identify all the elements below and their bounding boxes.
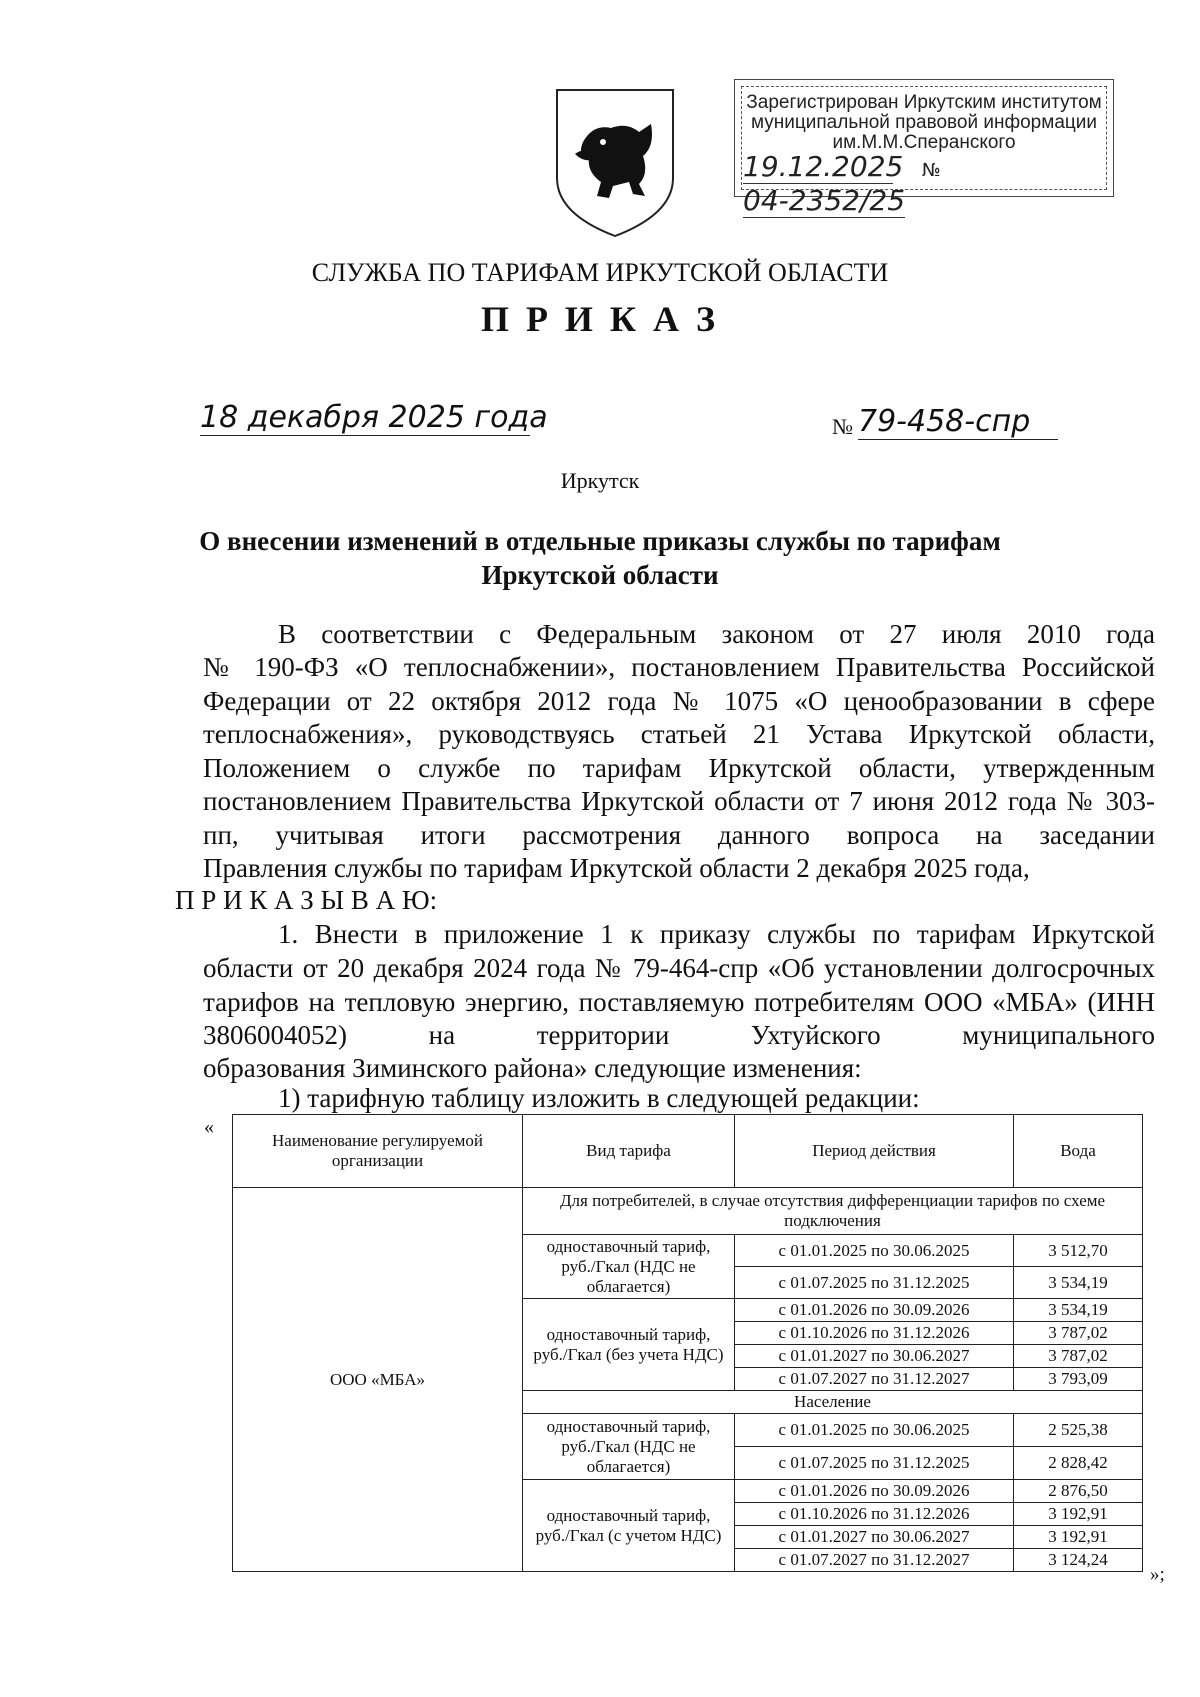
- period-cell: с 01.10.2026 по 31.12.2026: [735, 1503, 1014, 1526]
- tariff-kind-cell: одноставочный тариф, руб./Гкал (НДС не облагается): [523, 1414, 735, 1480]
- tariff-kind-cell: одноставочный тариф, руб./Гкал (без учета НДС): [523, 1299, 735, 1391]
- header-water: Вода: [1014, 1115, 1143, 1188]
- handwritten-date: 18 декабря 2025 года: [200, 400, 548, 435]
- stamp-line-2: муниципальной правовой информации: [751, 112, 1097, 133]
- header-kind: Вид тарифа: [523, 1115, 735, 1188]
- value-cell: 3 124,24: [1014, 1549, 1143, 1572]
- value-cell: 3 512,70: [1014, 1235, 1143, 1267]
- tariff-kind-cell: одноставочный тариф, руб./Гкал (НДС не облагается): [523, 1235, 735, 1299]
- document-title: [0, 524, 1200, 592]
- order-word: П Р И К А З Ы В А Ю:: [175, 885, 438, 915]
- period-cell: с 01.01.2026 по 30.09.2026: [735, 1480, 1014, 1503]
- order-number-label: №: [832, 414, 853, 439]
- period-cell: с 01.07.2025 по 31.12.2025: [735, 1267, 1014, 1299]
- stamp-date: 19.12.2025: [743, 150, 904, 183]
- org-name-cell: ООО «МБА»: [233, 1188, 523, 1572]
- opening-quote: «: [204, 1116, 214, 1138]
- period-cell: с 01.01.2027 по 30.06.2027: [735, 1526, 1014, 1549]
- stamp-number: 04-2352/25: [743, 184, 906, 217]
- registration-stamp: [734, 79, 1114, 217]
- item1-first-line: [203, 918, 1155, 952]
- preamble-last-line: Правления службы по тарифам Иркутской области 2 декабря 2025 года,: [203, 853, 1030, 883]
- tariff-kind-cell: одноставочный тариф, руб./Гкал (с учетом НДС): [523, 1480, 735, 1572]
- tariff-table: [232, 1114, 1143, 1572]
- value-cell: 2 876,50: [1014, 1480, 1143, 1503]
- value-cell: 3 534,19: [1014, 1267, 1143, 1299]
- period-cell: с 01.01.2025 по 30.06.2025: [735, 1235, 1014, 1267]
- city-name: Иркутск: [560, 468, 640, 493]
- preamble-first-line: [203, 618, 1155, 652]
- value-cell: 3 787,02: [1014, 1322, 1143, 1345]
- document-type-heading: П Р И К А З: [480, 299, 720, 339]
- value-cell: 3 793,09: [1014, 1368, 1143, 1391]
- header-period: Период действия: [735, 1115, 1014, 1188]
- value-cell: 3 787,02: [1014, 1345, 1143, 1368]
- item1-first-line-text: 1. Внести в приложение 1 к приказу службы по тарифам Иркутской: [278, 919, 1155, 949]
- subitem1-text: 1) тарифную таблицу изложить в следующей редакции:: [278, 1083, 920, 1113]
- stamp-line-3: им.М.М.Сперанского: [832, 132, 1016, 153]
- preamble-first-line-text: В соответствии с Федеральным законом от 27 июля 2010 года: [278, 619, 1155, 649]
- period-cell: с 01.10.2026 по 31.12.2026: [735, 1322, 1014, 1345]
- stamp-registration-row: [743, 150, 1105, 218]
- period-cell: с 01.01.2027 по 30.06.2027: [735, 1345, 1014, 1368]
- title-line-2: Иркутской области: [481, 560, 719, 590]
- title-line-1: О внесении изменений в отдельные приказы службы по тарифам: [199, 526, 1001, 556]
- value-cell: 3 534,19: [1014, 1299, 1143, 1322]
- value-cell: 3 192,91: [1014, 1526, 1143, 1549]
- handwritten-order-number: 79-458-спр: [858, 404, 1058, 440]
- value-cell: 2 525,38: [1014, 1414, 1143, 1447]
- preamble-body: № 190-ФЗ «О теплоснабжении», постановлением Правительства Российской Федерации от 22 октября 2012 года № 1075 «О ценообразовании в сфере теплоснабжения», руководствуясь статьей 21 Устава Иркутской области, Положением о службе по тарифам Иркутской области, утвержденным постановлением Правительства Иркутской области от 7 июня 2012 года № 303-пп, учитывая итоги рассмотрения данного вопроса на заседании: [203, 652, 1155, 850]
- header-org: Наименование регулируемой организации: [233, 1115, 523, 1188]
- period-cell: с 01.07.2027 по 31.12.2027: [735, 1368, 1014, 1391]
- closing-quote: »;: [1150, 1564, 1165, 1585]
- value-cell: 3 192,91: [1014, 1503, 1143, 1526]
- value-cell: 2 828,42: [1014, 1447, 1143, 1480]
- stamp-number-label: №: [921, 160, 941, 181]
- stamp-line-1: Зарегистрирован Иркутским институтом: [746, 92, 1102, 113]
- item1-body: области от 20 декабря 2024 года № 79-464-спр «Об установлении долгосрочных тарифов на тепловую энергию, поставляемую потребителям ООО «МБА» (ИНН 3806004052) на территории Ухтуйского муниципального: [203, 953, 1155, 1050]
- period-cell: с 01.07.2025 по 31.12.2025: [735, 1447, 1014, 1480]
- table-header-row: [233, 1115, 1143, 1188]
- organization-name: СЛУЖБА ПО ТАРИФАМ ИРКУТСКОЙ ОБЛАСТИ: [311, 258, 889, 287]
- group2-title: Население: [523, 1391, 1143, 1414]
- coat-of-arms-emblem: [553, 86, 677, 240]
- period-cell: с 01.01.2026 по 30.09.2026: [735, 1299, 1014, 1322]
- group1-title: Для потребителей, в случае отсутствия дифференциации тарифов по схеме подключения: [523, 1188, 1143, 1235]
- period-cell: с 01.07.2027 по 31.12.2027: [735, 1549, 1014, 1572]
- period-cell: с 01.01.2025 по 30.06.2025: [735, 1414, 1014, 1447]
- item1-last-line: образования Зиминского района» следующие изменения:: [203, 1053, 862, 1083]
